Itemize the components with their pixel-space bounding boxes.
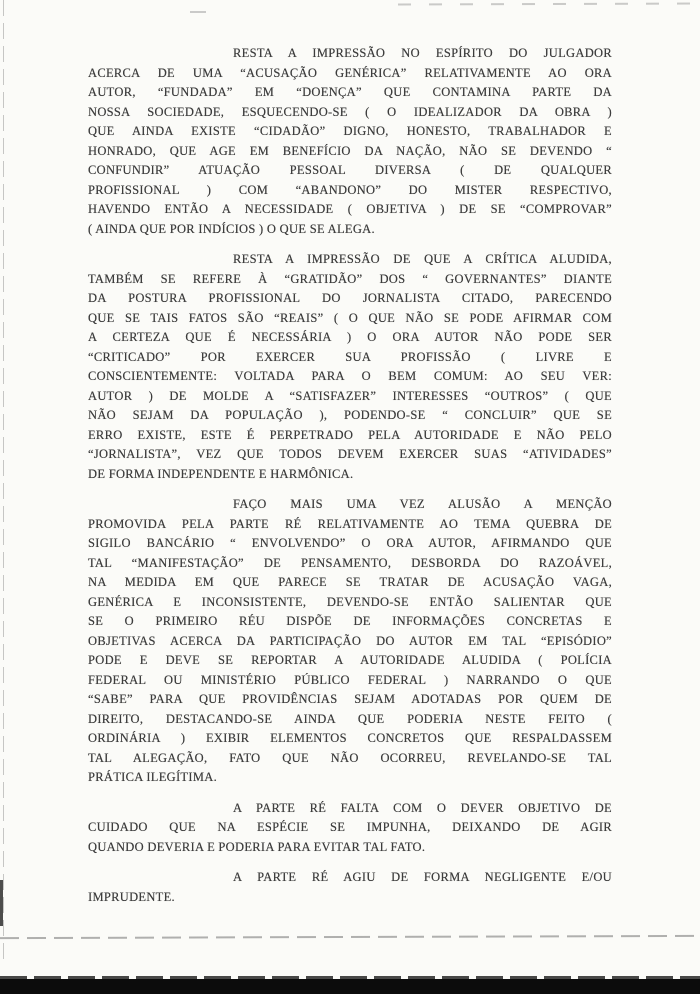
text-line: PODE E DEVE SE REPORTAR A AUTORIDADE ALUDIDA ( POLÍCIA [88,653,612,667]
text-line: QUE AINDA EXISTE “CIDADÃO” DIGNO, HONESTO, TRABALHADOR E [88,124,612,138]
text-line: FAÇO MAIS UMA VEZ ALUSÃO A MENÇÃO [233,497,612,511]
text-line: NÃO SEJAM DA POPULAÇÃO ), PODENDO-SE “ CONCLUIR” QUE SE [88,408,612,422]
paragraph-2 [88,250,612,484]
scan-top-small-dash [190,11,206,13]
text-line: RESTA A IMPRESSÃO DE QUE A CRÍTICA ALUDIDA, [233,252,612,266]
text-line: OBJETIVAS ACERCA DA PARTICIPAÇÃO DO AUTOR EM TAL “EPISÓDIO” [88,633,612,648]
text-line: “SABE” PARA QUE PROVIDÊNCIAS SEJAM ADOTADAS POR QUEM DE [88,692,612,706]
text-line: SE O PRIMEIRO RÉU DISPÕE DE INFORMAÇÕES CONCRETAS E [88,614,612,628]
text-line: DE FORMA INDEPENDENTE E HARMÔNICA. [88,466,354,481]
scan-left-edge-line [3,0,4,960]
scan-bottom-dashed-rule [0,935,700,939]
text-line: ACERCA DE UMA “ACUSAÇÃO GENÉRICA” RELATIVAMENTE AO ORA [88,65,612,80]
document-body [88,44,612,918]
text-line: NOSSA SOCIEDADE, ESQUECENDO-SE ( O IDEALIZADOR DA OBRA ) [88,104,612,119]
text-line: DIREITO, DESTACANDO-SE AINDA QUE PODERIA NESTE FEITO ( [88,711,612,726]
text-line: SIGILO BANCÁRIO “ ENVOLVENDO” O ORA AUTOR, AFIRMANDO QUE [88,536,612,550]
text-line: PRÁTICA ILEGÍTIMA. [88,770,218,784]
text-line: AUTOR ) DE MOLDE A “SATISFAZER” INTERESSES “OUTROS” ( QUE [88,388,612,403]
text-line: DA POSTURA PROFISSIONAL DO JORNALISTA CITADO, PARECENDO [88,291,612,305]
text-line: ORDINÁRIA ) EXIBIR ELEMENTOS CONCRETOS QUE RESPALDASSEM [88,731,612,745]
text-line: A PARTE RÉ FALTA COM O DEVER OBJETIVO DE [233,800,612,815]
text-line: QUE SE TAIS FATOS SÃO “REAIS” ( O QUE NÃO SE PODE AFIRMAR COM [88,310,612,325]
text-line: “CRITICADO” POR EXERCER SUA PROFISSÃO ( LIVRE E [88,349,612,364]
paragraph-4 [88,799,612,858]
paragraph-1 [88,44,612,239]
scan-top-dashes [398,2,696,5]
text-line: NA MEDIDA EM QUE PARECE SE TRATAR DE ACUSAÇÃO VAGA, [88,575,612,589]
text-line: HAVENDO ENTÃO A NECESSIDADE ( OBJETIVA ) DE SE “COMPROVAR” [88,202,612,216]
text-line: ( AINDA QUE POR INDÍCIOS ) O QUE SE ALEGA. [88,221,375,236]
scan-bottom-black-band [0,979,700,994]
text-line: QUANDO DEVERIA E PODERIA PARA EVITAR TAL FATO. [88,839,426,854]
text-line: A PARTE RÉ AGIU DE FORMA NEGLIGENTE E/OU [233,870,612,884]
text-line: “JORNALISTA”, VEZ QUE TODOS DEVEM EXERCER SUAS “ATIVIDADES” [88,447,612,461]
paragraph-5 [88,868,612,907]
text-line: ERRO EXISTE, ESTE É PERPETRADO PELA AUTORIDADE E NÃO PELO [88,427,612,442]
paragraph-3 [88,495,612,788]
text-line: CONSCIENTEMENTE: VOLTADA PARA O BEM COMUM: AO SEU VER: [88,369,612,383]
scan-left-edge-blob [0,880,3,926]
text-line: PROFISSIONAL ) COM “ABANDONO” DO MISTER RESPECTIVO, [88,182,612,197]
text-line: PROMOVIDA PELA PARTE RÉ RELATIVAMENTE AO TEMA QUEBRA DE [88,516,612,531]
text-line: AUTOR, “FUNDADA” EM “DOENÇA” QUE CONTAMINA PARTE DA [88,85,612,99]
text-line: FEDERAL OU MINISTÉRIO PÚBLICO FEDERAL ) NARRANDO O QUE [88,672,612,687]
text-line: TAMBÉM SE REFERE À “GRATIDÃO” DOS “ GOVERNANTES” DIANTE [88,271,612,286]
text-line: CUIDADO QUE NA ESPÉCIE SE IMPUNHA, DEIXANDO DE AGIR [88,820,612,834]
text-line: HONRADO, QUE AGE EM BENEFÍCIO DA NAÇÃO, NÃO SE DEVENDO “ [88,143,612,158]
text-line: IMPRUDENTE. [88,889,175,904]
text-line: GENÉRICA E INCONSISTENTE, DEVENDO-SE ENTÃO SALIENTAR QUE [88,594,612,609]
text-line: CONFUNDIR” ATUAÇÃO PESSOAL DIVERSA ( DE QUALQUER [88,163,612,177]
text-line: A CERTEZA QUE É NECESSÁRIA ) O ORA AUTOR NÃO PODE SER [88,330,612,344]
text-line: TAL ALEGAÇÃO, FATO QUE NÃO OCORREU, REVELANDO-SE TAL [88,750,612,765]
text-line: RESTA A IMPRESSÃO NO ESPÍRITO DO JULGADOR [233,46,612,60]
text-line: TAL “MANIFESTAÇÃO” DE PENSAMENTO, DESBORDA DO RAZOÁVEL, [88,555,612,570]
